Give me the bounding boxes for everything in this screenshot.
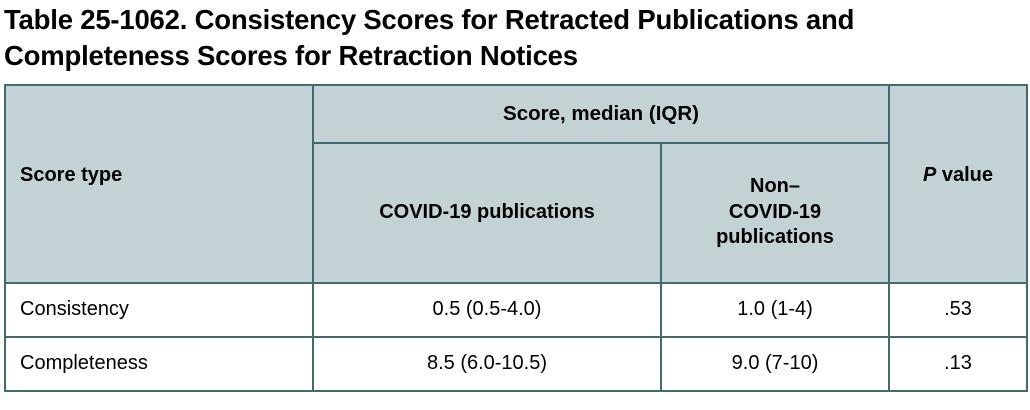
noncovid-line-3: publications bbox=[716, 226, 834, 249]
cell-p-value: .13 bbox=[889, 337, 1027, 391]
column-header-covid: COVID-19 publications bbox=[313, 143, 661, 283]
column-header-score-type: Score type bbox=[5, 85, 313, 283]
cell-score-type: Completeness bbox=[5, 337, 313, 391]
noncovid-line-2: COVID-19 bbox=[728, 200, 822, 223]
column-group-header-score: Score, median (IQR) bbox=[313, 85, 889, 143]
cell-covid: 0.5 (0.5-4.0) bbox=[313, 283, 661, 337]
column-header-noncovid bbox=[661, 143, 889, 283]
page-title: Table 25-1062. Consistency Scores for Retracted Publications and Completeness Scores for Retraction Notices bbox=[4, 4, 855, 71]
noncovid-line-1: Non– bbox=[750, 175, 800, 198]
column-header-p-value bbox=[889, 85, 1027, 283]
cell-covid: 8.5 (6.0-10.5) bbox=[313, 337, 661, 391]
cell-noncovid: 9.0 (7-10) bbox=[661, 337, 889, 391]
p-value-rest: value bbox=[936, 164, 994, 186]
p-italic: P bbox=[922, 164, 937, 186]
cell-score-type: Consistency bbox=[5, 283, 313, 337]
data-table bbox=[4, 84, 1028, 392]
table-row bbox=[5, 337, 1027, 391]
table-header-row-1 bbox=[5, 85, 1027, 143]
cell-noncovid: 1.0 (1-4) bbox=[661, 283, 889, 337]
cell-p-value: .53 bbox=[889, 283, 1027, 337]
table-row bbox=[5, 283, 1027, 337]
